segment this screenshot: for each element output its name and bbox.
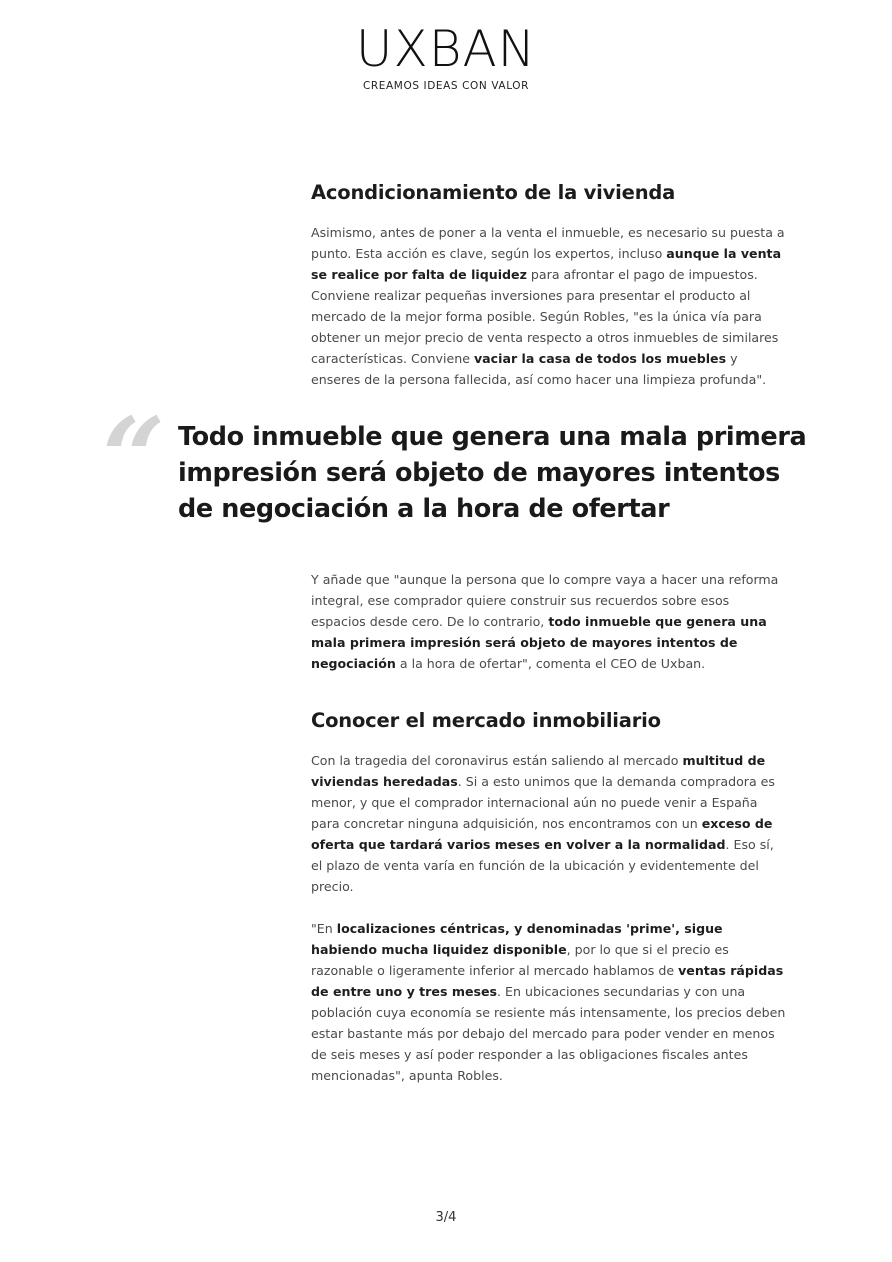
text-run: Asimismo, antes de poner a la venta el inmueble, es necesario su puesta a punto. Esta acción es clave, según los expertos, incluso xyxy=(311,225,785,261)
paragraph-mercado xyxy=(311,750,786,1086)
text-run: Y añade que "aunque la persona que lo compre vaya a hacer una reforma integral, ese comprador quiere construir sus recuerdos sobre esos espacios desde cero. De lo contrario, xyxy=(311,572,779,629)
logo-tagline: CREAMOS IDEAS CON VALOR xyxy=(362,80,530,92)
bold-run: vaciar la casa de todos los muebles xyxy=(473,351,727,366)
text-run: para afrontar el pago de impuestos. Conviene realizar pequeñas inversiones para presentar el producto al mercado de la mejor forma posible. Según Robles, "es la única vía para obtener un mejor precio de venta respecto a otros inmuebles de similares características. Conviene xyxy=(311,267,779,366)
section-title-acondicionamiento: Acondicionamiento de la vivienda xyxy=(311,181,676,204)
paragraph xyxy=(311,750,786,897)
paragraph xyxy=(311,569,786,674)
text-run: a la hora de ofertar", comenta el CEO de Uxban. xyxy=(395,656,706,671)
bold-run: todo inmueble que genera una mala primera impresión será objeto de mayores intentos de negociación xyxy=(311,614,767,671)
quote-mark-icon: “ xyxy=(102,393,166,522)
bold-run: aunque la venta se realice por falta de liquidez xyxy=(311,246,782,282)
bold-run: ventas rápidas de entre uno y tres meses xyxy=(311,963,784,999)
text-run: , por lo que si el precio es razonable o ligeramente inferior al mercado hablamos de xyxy=(311,942,729,978)
bold-run: localizaciones céntricas, y denominadas 'prime', sigue habiendo mucha liquidez disponible xyxy=(311,921,723,957)
page-number: 3/4 xyxy=(435,1210,457,1225)
paragraph xyxy=(311,222,786,390)
logo-wordmark: UXBAN xyxy=(355,20,537,78)
section-title-mercado: Conocer el mercado inmobiliario xyxy=(311,709,661,732)
text-run: y enseres de la persona fallecida, así como hacer una limpieza profunda". xyxy=(311,351,767,387)
text-run: . En ubicaciones secundarias y con una población cuya economía se resiente más intensamente, los precios deben estar bastante más por debajo del mercado para poder vender en menos de seis meses y así poder responder a las obligaciones fiscales antes mencionadas", apunta Robles. xyxy=(311,984,786,1083)
brand-logo xyxy=(0,22,892,92)
text-run: Con la tragedia del coronavirus están saliendo al mercado xyxy=(311,753,683,768)
text-run: . Si a esto unimos que la demanda compradora es menor, y que el comprador internacional aún no puede venir a España para concretar ninguna adquisición, nos encontramos con un xyxy=(311,774,775,831)
text-run: "En xyxy=(311,921,337,936)
bold-run: exceso de oferta que tardará varios meses en volver a la normalidad xyxy=(311,816,773,852)
pull-quote: Todo inmueble que genera una mala primera impresión será objeto de mayores intentos de negociación a la hora de ofertar xyxy=(178,422,807,524)
paragraph-acondicionamiento xyxy=(311,222,786,390)
text-run: . Eso sí, el plazo de venta varía en función de la ubicación y evidentemente del precio. xyxy=(311,837,774,894)
paragraph xyxy=(311,918,786,1086)
paragraph-anade xyxy=(311,569,786,674)
bold-run: multitud de viviendas heredadas xyxy=(311,753,766,789)
